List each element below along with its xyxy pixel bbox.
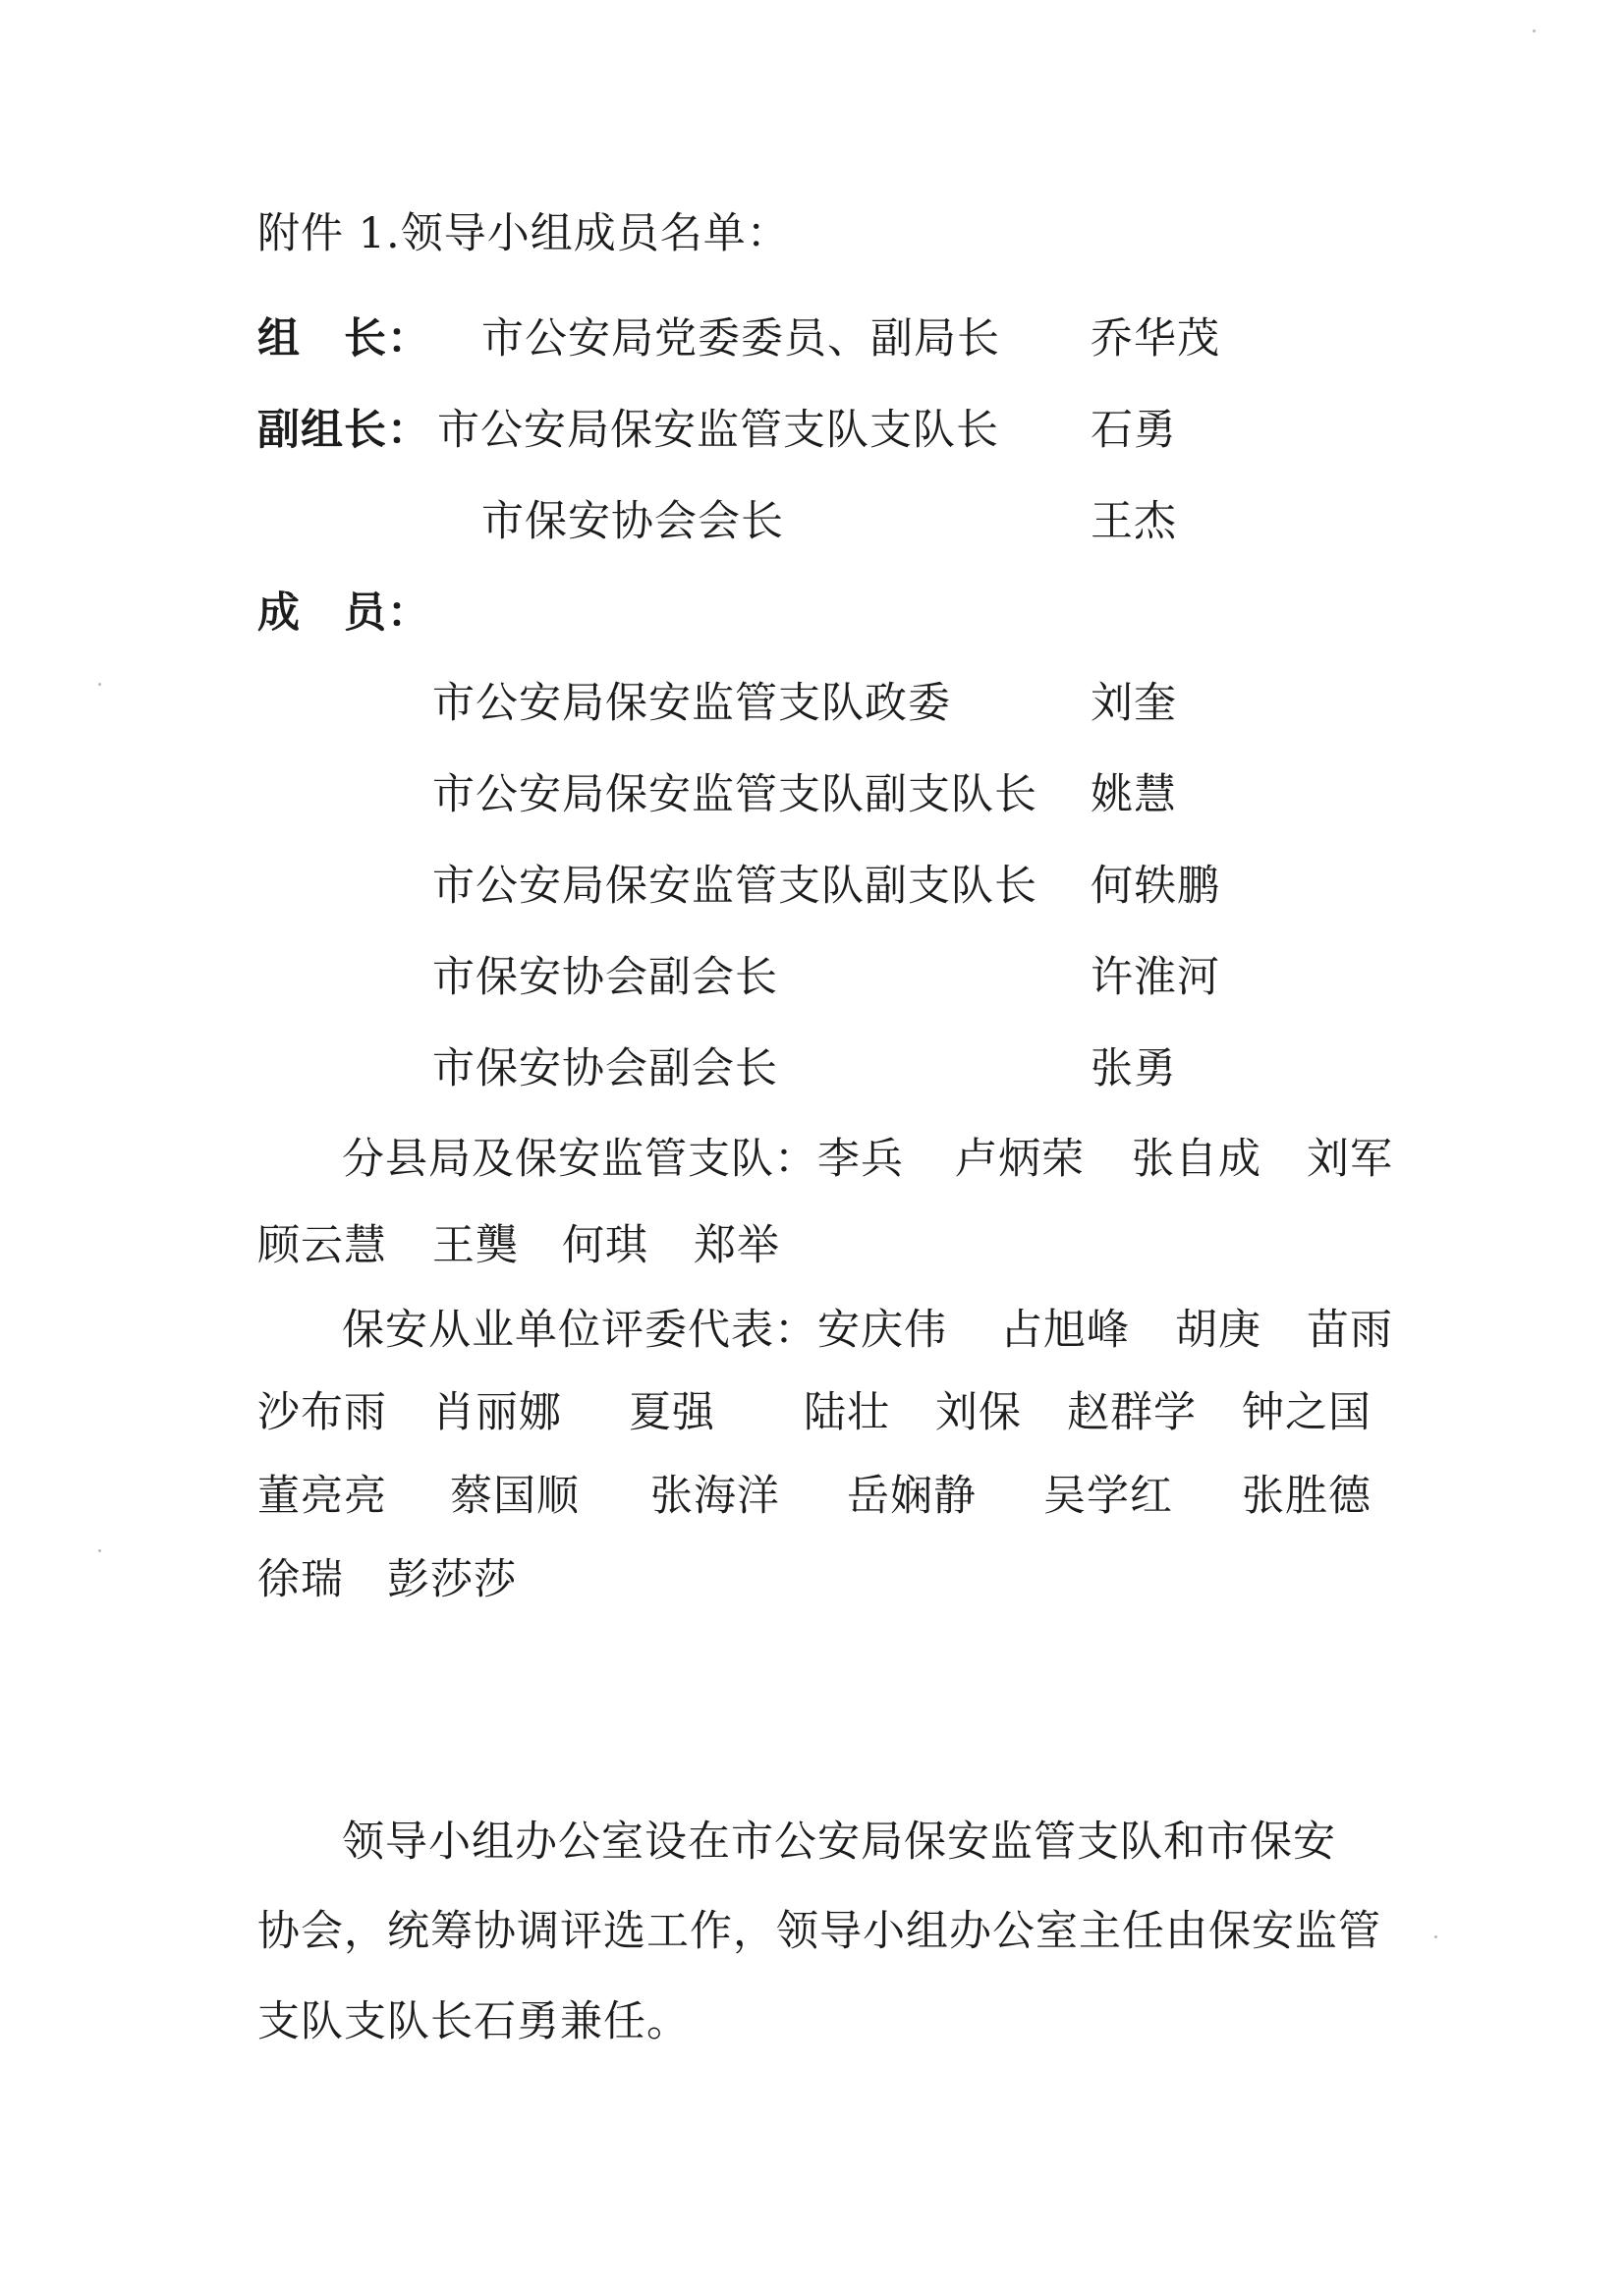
representative-name: 张胜德 bbox=[1242, 1472, 1372, 1521]
representative-name: 苗雨 bbox=[1307, 1306, 1393, 1355]
representative-name: 占旭峰 bbox=[1000, 1306, 1130, 1355]
security-units-label: 保安从业单位评委代表： bbox=[342, 1306, 817, 1355]
member-name: 刘奎 bbox=[1091, 679, 1177, 728]
representative-name: 徐瑞 bbox=[257, 1555, 344, 1604]
branch-person-name: 何琪 bbox=[562, 1221, 648, 1270]
office-note-line: 领导小组办公室设在市公安局保安监管支队和市保安 bbox=[342, 1818, 1336, 1867]
representative-name: 夏强 bbox=[629, 1388, 715, 1437]
representative-name: 安庆伟 bbox=[817, 1306, 947, 1355]
deputy-name: 石勇 bbox=[1091, 406, 1177, 455]
deputy-position: 市公安局保安监管支队支队长 bbox=[437, 406, 999, 455]
members-role-label: 成 员： bbox=[257, 588, 430, 638]
representative-name: 钟之国 bbox=[1242, 1388, 1372, 1437]
branch-person-name: 卢炳荣 bbox=[955, 1135, 1085, 1184]
leader-role-label: 组 长： bbox=[257, 314, 430, 364]
member-position: 市保安协会副会长 bbox=[432, 1044, 778, 1093]
member-position: 市公安局保安监管支队政委 bbox=[432, 679, 951, 728]
member-name: 许淮河 bbox=[1091, 953, 1220, 1002]
deputy-name: 王杰 bbox=[1091, 497, 1177, 546]
representative-name: 刘保 bbox=[935, 1388, 1022, 1437]
scan-speck bbox=[1533, 29, 1536, 32]
representative-name: 沙布雨 bbox=[257, 1388, 387, 1437]
branch-person-name: 王龑 bbox=[432, 1221, 519, 1270]
representative-name: 彭莎莎 bbox=[387, 1555, 517, 1604]
representative-name: 肖丽娜 bbox=[432, 1388, 562, 1437]
office-note-line: 协会，统筹协调评选工作，领导小组办公室主任由保安监管 bbox=[257, 1907, 1381, 1956]
office-note-line: 支队支队长石勇兼任。 bbox=[257, 1997, 690, 2046]
representative-name: 胡庚 bbox=[1175, 1306, 1261, 1355]
representative-name: 陆壮 bbox=[804, 1388, 890, 1437]
representative-name: 吴学红 bbox=[1043, 1472, 1173, 1521]
member-name: 张勇 bbox=[1091, 1044, 1177, 1093]
deputy-position: 市保安协会会长 bbox=[481, 497, 784, 546]
member-name: 姚慧 bbox=[1091, 770, 1177, 819]
branch-person-name: 刘军 bbox=[1307, 1135, 1393, 1184]
member-position: 市公安局保安监管支队副支队长 bbox=[432, 770, 1037, 819]
deputy-role-label: 副组长： bbox=[257, 406, 430, 455]
member-position: 市公安局保安监管支队副支队长 bbox=[432, 862, 1037, 911]
scan-speck bbox=[98, 683, 101, 686]
leader-position: 市公安局党委委员、副局长 bbox=[481, 314, 1000, 364]
leader-name: 乔华茂 bbox=[1091, 314, 1220, 364]
branch-label: 分县局及保安监管支队： bbox=[342, 1135, 817, 1184]
branch-person-name: 郑举 bbox=[694, 1221, 780, 1270]
scan-speck bbox=[98, 1549, 101, 1552]
representative-name: 蔡国顺 bbox=[450, 1472, 580, 1521]
branch-person-name: 张自成 bbox=[1132, 1135, 1261, 1184]
member-position: 市保安协会副会长 bbox=[432, 953, 778, 1002]
branch-person-name: 李兵 bbox=[817, 1135, 904, 1184]
scan-speck bbox=[1434, 1935, 1437, 1938]
branch-person-name: 顾云慧 bbox=[257, 1221, 387, 1270]
representative-name: 董亮亮 bbox=[257, 1472, 387, 1521]
member-name: 何轶鹏 bbox=[1091, 862, 1220, 911]
representative-name: 张海洋 bbox=[650, 1472, 780, 1521]
attachment-title: 附件 1.领导小组成员名单： bbox=[257, 209, 790, 258]
representative-name: 赵群学 bbox=[1067, 1388, 1197, 1437]
representative-name: 岳娴静 bbox=[847, 1472, 977, 1521]
